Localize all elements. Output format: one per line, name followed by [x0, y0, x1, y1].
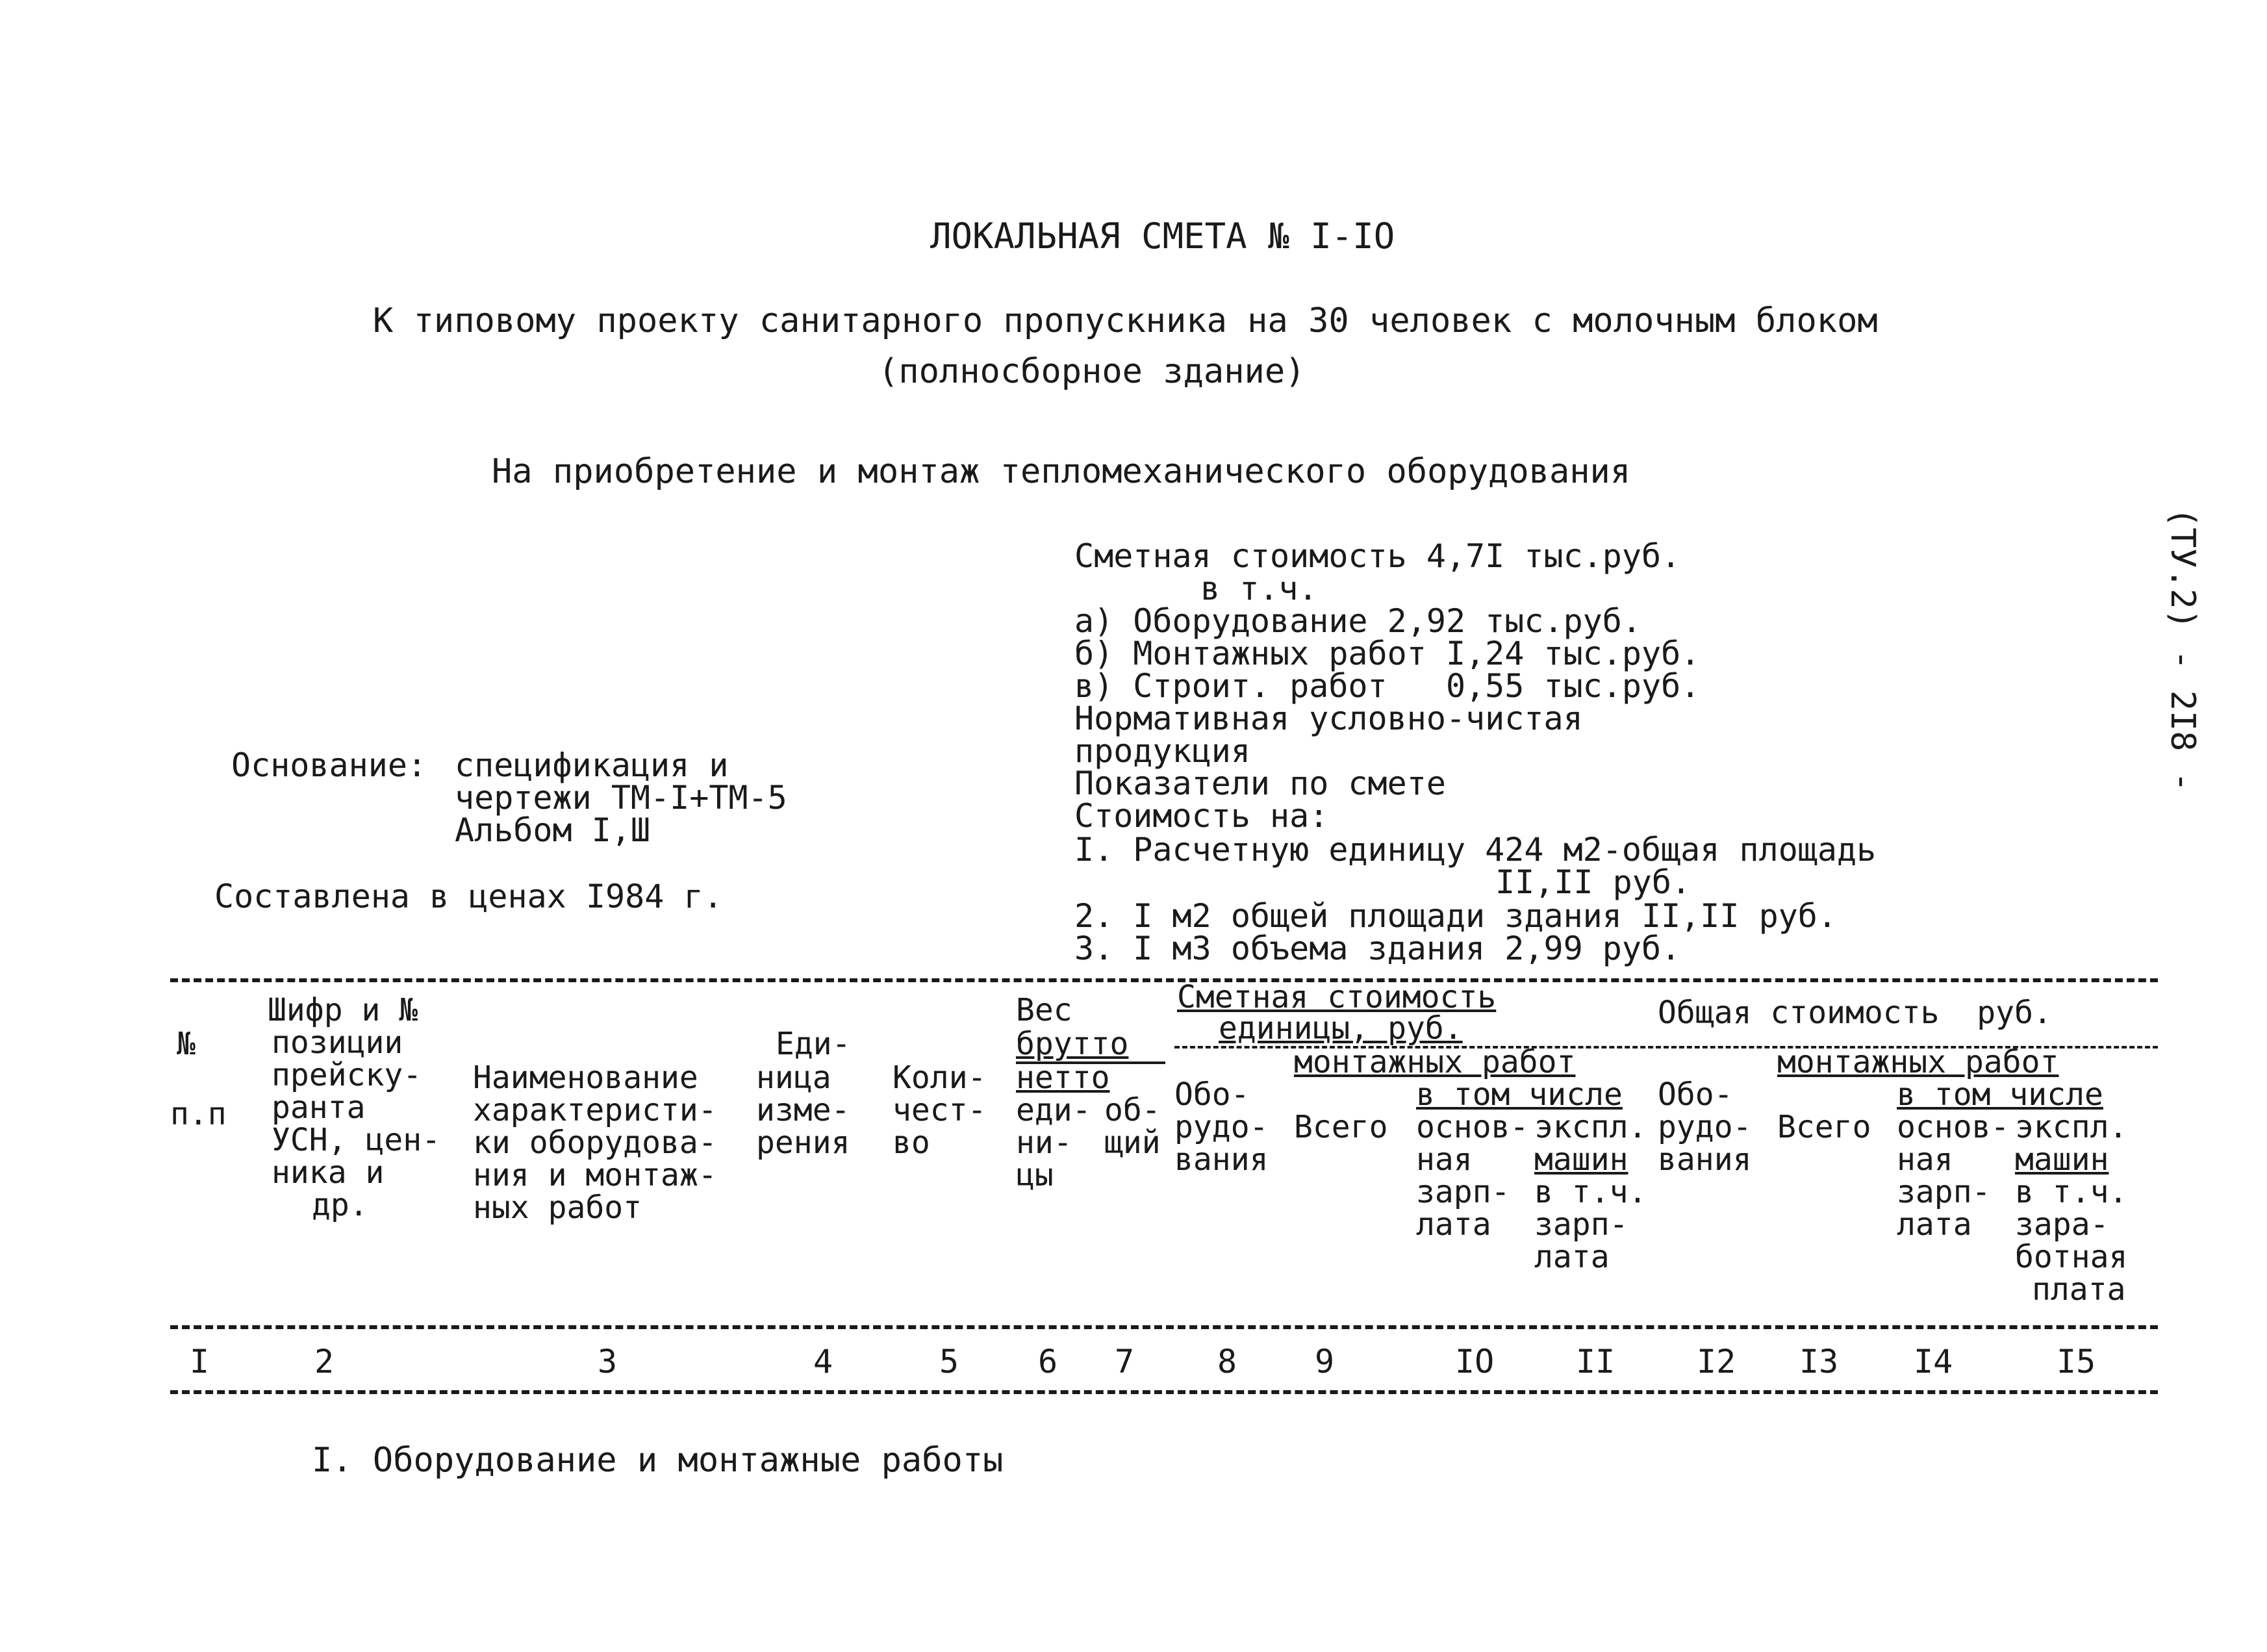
unit-base-wage: лата	[1416, 1206, 1491, 1243]
col-code-header: Шифр и №	[268, 992, 418, 1028]
total-total: Всего	[1777, 1109, 1871, 1145]
weight-title: Вес	[1016, 992, 1072, 1028]
column-number: 7	[1115, 1343, 1135, 1380]
col-code-header: прейску-	[272, 1057, 422, 1093]
basis-line: спецификация и	[455, 746, 729, 784]
col-code-header: ранта	[272, 1089, 366, 1126]
unit-machine-ops: лата	[1534, 1239, 1610, 1275]
weight-per-unit: еди-	[1016, 1092, 1091, 1128]
total-machine-ops: экспл.	[2015, 1109, 2128, 1145]
col-qty-header: чест-	[893, 1092, 987, 1128]
weight-gross: брутто	[1016, 1026, 1129, 1062]
col-name-header: Наименование	[473, 1060, 698, 1096]
column-number: 8	[1217, 1343, 1237, 1380]
col-name-header: ния и монтаж-	[473, 1157, 717, 1193]
col-code-header: УСН, цен-	[272, 1122, 441, 1158]
col-code-header: др.	[312, 1187, 368, 1223]
prices-note: Составлена в ценах I984 г.	[214, 878, 723, 915]
total-equip: Обо-	[1658, 1076, 1733, 1113]
total-equip: рудо-	[1658, 1109, 1752, 1145]
unit-machine-ops: в т.ч.	[1534, 1174, 1647, 1210]
col-unit-header: Еди-	[776, 1026, 851, 1062]
col-qty-header: во	[893, 1125, 930, 1161]
subtitle-line1: К типовому проекту санитарного пропускника на 30 человек с молочным блоком	[373, 301, 1878, 340]
side-page-mark: (ТУ.2) - 2I8 -	[2163, 507, 2202, 793]
cost-line: в т.ч.	[1200, 570, 1318, 607]
col-unit-header: рения	[756, 1125, 850, 1161]
column-number: 3	[598, 1343, 618, 1380]
weight-per-unit: ни-	[1016, 1125, 1072, 1161]
table-top-rule	[170, 978, 2158, 982]
col-name-header: ки оборудова-	[473, 1125, 717, 1161]
column-number: I2	[1697, 1343, 1736, 1380]
col-num-header: №	[177, 1026, 196, 1062]
col-num-header: п.п	[170, 1096, 227, 1132]
column-number: 9	[1315, 1343, 1335, 1380]
col-name-header: ных работ	[473, 1189, 642, 1226]
total-equip: вания	[1658, 1141, 1752, 1178]
cost-line: 2. I м2 общей площади здания II,II руб.	[1074, 897, 1837, 935]
unit-machine-ops: экспл.	[1534, 1109, 1647, 1145]
numbers-bottom-rule	[170, 1390, 2158, 1394]
weight-divider	[1016, 1061, 1165, 1064]
cost-line: продукция	[1074, 732, 1250, 770]
unit-install-works: монтажных работ	[1294, 1044, 1576, 1080]
total-base-wage: основ-	[1897, 1109, 2010, 1145]
total-base-wage: ная	[1897, 1141, 1953, 1178]
subtitle-line2: (полносборное здание)	[878, 352, 1306, 391]
total-base-wage: зарп-	[1897, 1174, 1991, 1210]
column-number: I3	[1799, 1343, 1839, 1380]
column-number: I4	[1914, 1343, 1953, 1380]
basis-label: Основание:	[231, 746, 427, 784]
basis-line: чертежи ТМ-I+ТМ-5	[455, 779, 787, 817]
total-base-wage: лата	[1897, 1206, 1972, 1243]
unit-machine-ops: машин	[1534, 1141, 1628, 1178]
total-machine-ops: ботная	[2015, 1239, 2128, 1275]
total-machine-ops: плата	[2032, 1271, 2126, 1308]
unit-base-wage: основ-	[1416, 1109, 1529, 1145]
cost-line: I. Расчетную единицу 424 м2-общая площадь	[1074, 831, 1877, 869]
total-incl: в том числе	[1897, 1076, 2103, 1113]
unit-machine-ops: зарп-	[1534, 1206, 1628, 1243]
cost-line: Нормативная условно-чистая	[1074, 700, 1583, 737]
column-number: 2	[314, 1343, 335, 1380]
weight-net: нетто	[1016, 1060, 1110, 1096]
column-number: II	[1576, 1343, 1615, 1380]
section-title: I. Оборудование и монтажные работы	[312, 1441, 1004, 1480]
unit-base-wage: зарп-	[1416, 1174, 1510, 1210]
cost-line: Сметная стоимость 4,7I тыс.руб.	[1074, 537, 1681, 575]
total-machine-ops: машин	[2015, 1141, 2109, 1178]
basis-line: Альбом I,Ш	[455, 811, 651, 849]
col-name-header: характеристи-	[473, 1092, 717, 1128]
cost-line: б) Монтажных работ I,24 тыс.руб.	[1074, 635, 1701, 672]
cost-line: 3. I м3 объема здания 2,99 руб.	[1074, 930, 1681, 967]
column-number: 5	[939, 1343, 959, 1380]
unit-base-wage: ная	[1416, 1141, 1473, 1178]
column-number: I5	[2057, 1343, 2096, 1380]
header-bottom-rule	[170, 1325, 2158, 1329]
cost-line: а) Оборудование 2,92 тыс.руб.	[1074, 602, 1641, 640]
unit-incl: в том числе	[1416, 1076, 1623, 1113]
cost-line: Показатели по смете	[1074, 765, 1446, 802]
column-number: 4	[813, 1343, 833, 1380]
total-cost-title: Общая стоимость руб.	[1658, 995, 2052, 1031]
cost-line: в) Строит. работ 0,55 тыс.руб.	[1074, 667, 1701, 705]
unit-total: Всего	[1294, 1109, 1388, 1145]
document-title: ЛОКАЛЬНАЯ СМЕТА № I-IO	[930, 216, 1395, 257]
subgroup-rule	[1174, 1046, 2158, 1048]
column-number: IO	[1455, 1343, 1495, 1380]
total-machine-ops: в т.ч.	[2015, 1174, 2128, 1210]
column-number: 6	[1038, 1343, 1058, 1380]
unit-equip: рудо-	[1174, 1109, 1269, 1145]
weight-total: об-	[1104, 1092, 1161, 1128]
cost-line: Стоимость на:	[1074, 797, 1329, 835]
unit-cost-title: Сметная стоимость	[1177, 979, 1497, 1015]
purpose-line: На приобретение и монтаж тепломеханического оборудования	[492, 452, 1631, 491]
weight-per-unit: цы	[1016, 1157, 1054, 1193]
col-unit-header: ница	[756, 1060, 831, 1096]
unit-cost-title: единицы, руб.	[1219, 1010, 1463, 1047]
col-code-header: ника и	[272, 1154, 385, 1191]
column-number: I	[190, 1343, 210, 1380]
total-install-works: монтажных работ	[1777, 1044, 2059, 1080]
weight-total: щий	[1104, 1125, 1161, 1161]
total-machine-ops: зара-	[2015, 1206, 2109, 1243]
col-qty-header: Коли-	[893, 1060, 987, 1096]
unit-equip: Обо-	[1174, 1076, 1250, 1113]
col-code-header: позиции	[272, 1024, 403, 1061]
col-unit-header: изме-	[756, 1092, 850, 1128]
cost-line: II,II руб.	[1495, 863, 1691, 901]
unit-equip: вания	[1174, 1141, 1269, 1178]
